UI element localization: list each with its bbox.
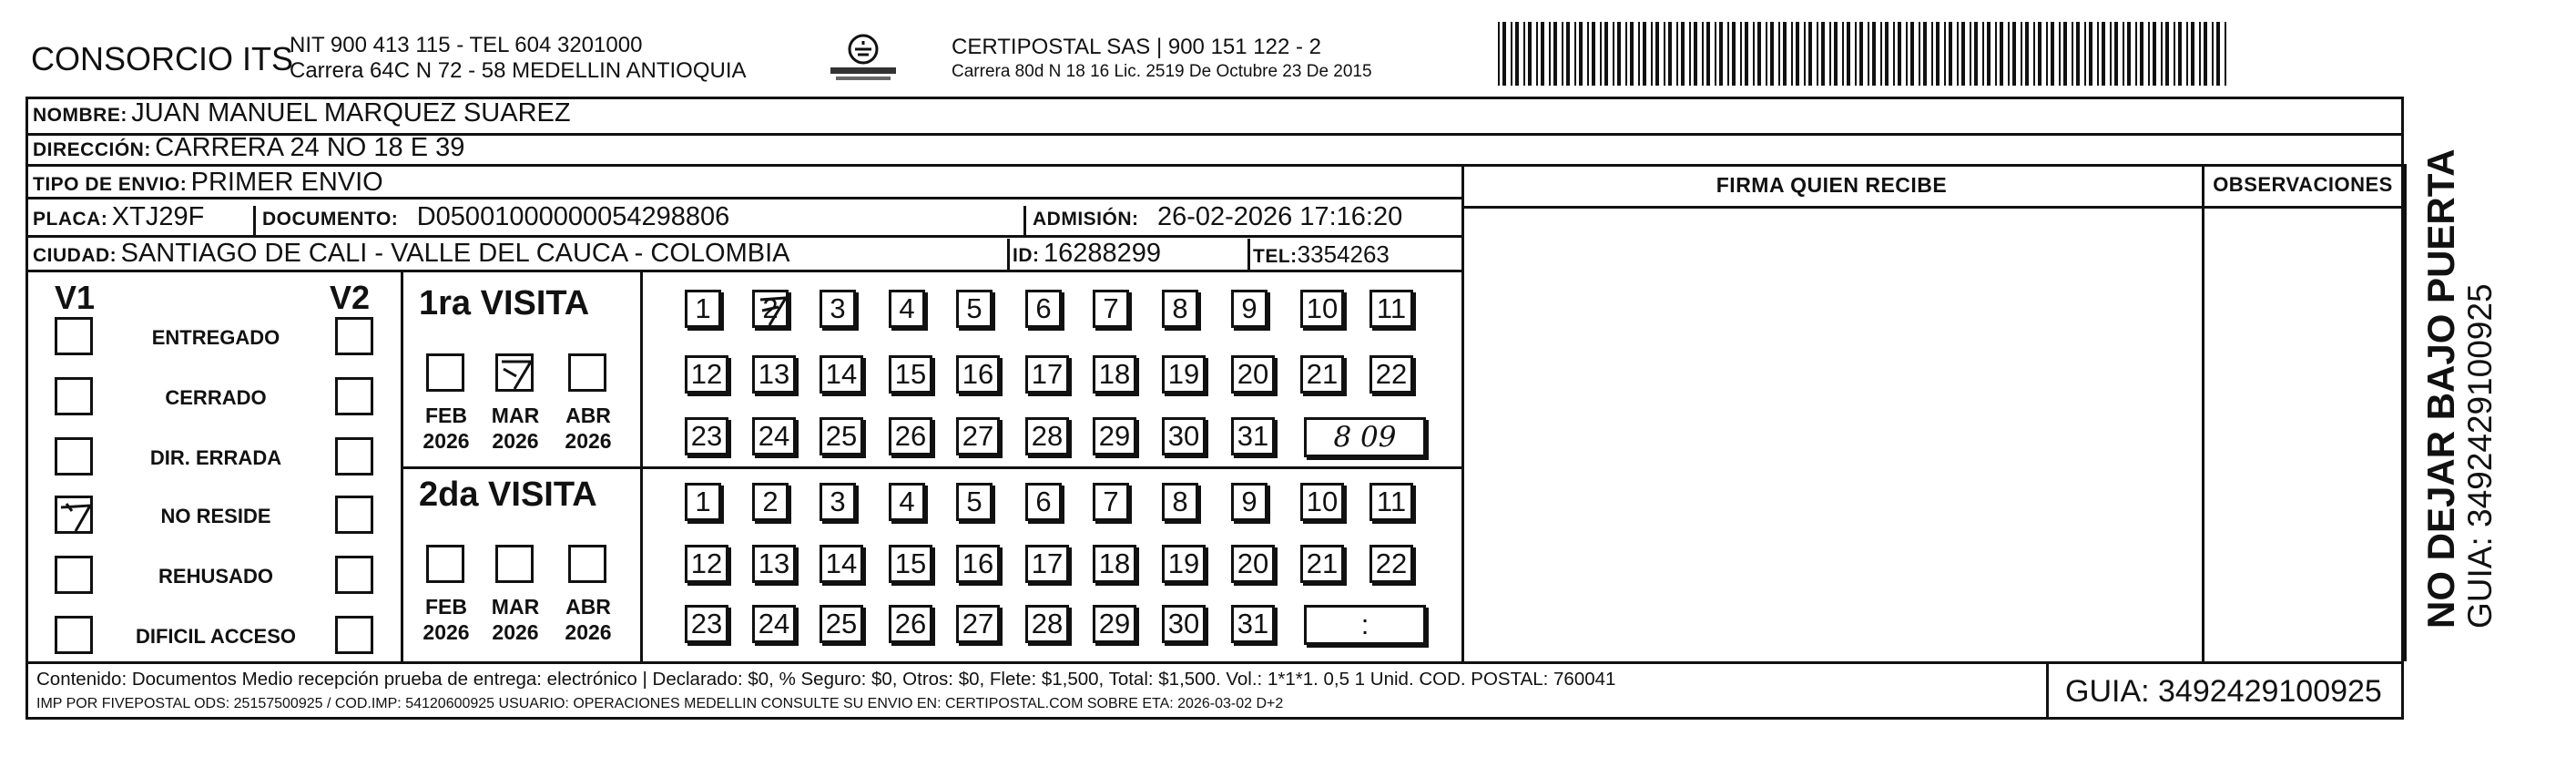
day-box[interactable] <box>1231 605 1275 643</box>
day-number: 31 <box>1237 608 1269 639</box>
footer-line-2: IMP POR FIVEPOSTAL ODS: 25157500925 / COD.IMP: 54120600925 USUARIO: OPERACIONES MEDELLIN CONSULTE SU ENVIO EN: CERTIPOSTAL.COM SOBRE ETA: 2026-03-02 D+2 <box>36 696 1284 711</box>
postal-line-2: Carrera 80d N 18 16 Lic. 2519 De Octubre 23 De 2015 <box>952 62 1372 81</box>
day-number: 31 <box>1237 420 1269 452</box>
day-number: 28 <box>1031 608 1064 639</box>
day-number: 25 <box>825 420 858 452</box>
day-box[interactable] <box>1162 290 1198 328</box>
footer-line-1: Contenido: Documentos Medio recepción prueba de entrega: electrónico | Declarado: $0, % Seguro: $0, Otros: $0, Flete: $1,500, Total: $1,500. Vol.: 1*1*1. 0,5 1 Unid. COD. POSTAL: 760041 <box>36 669 1616 690</box>
tipo-row <box>33 168 383 198</box>
day-number: 27 <box>962 420 994 452</box>
day-box[interactable] <box>1093 355 1136 394</box>
day-box[interactable] <box>1025 355 1069 394</box>
v2-checkbox[interactable] <box>335 377 373 415</box>
v2-checkbox[interactable] <box>335 496 373 534</box>
day-number: 2 <box>762 486 779 517</box>
day-number: 3 <box>830 486 846 517</box>
day-number: 30 <box>1167 608 1200 639</box>
day-number: 11 <box>1376 486 1407 517</box>
ciudad-cell <box>33 239 789 269</box>
v2-checkbox[interactable] <box>335 317 373 355</box>
day-number: 1 <box>695 292 711 324</box>
month-year: 2026 <box>565 429 612 453</box>
placa-label: PLACA: <box>33 209 108 230</box>
company-name: CONSORCIO ITS <box>31 40 294 77</box>
month-year: 2026 <box>423 429 470 453</box>
day-box[interactable] <box>889 545 932 583</box>
day-box[interactable] <box>1025 417 1069 455</box>
day-box[interactable] <box>1093 290 1129 328</box>
day-box[interactable] <box>820 483 856 521</box>
day-number: 13 <box>758 358 790 390</box>
day-box[interactable] <box>1231 483 1268 521</box>
day-number: 17 <box>1031 547 1064 579</box>
reason-label: NO RESIDE <box>160 505 271 527</box>
day-box[interactable] <box>1369 483 1413 521</box>
day-number: 25 <box>825 608 858 639</box>
day-number: 19 <box>1167 358 1200 390</box>
day-number: 9 <box>1241 486 1257 517</box>
day-box[interactable] <box>1025 605 1069 643</box>
day-box[interactable] <box>889 290 925 328</box>
day-number: 4 <box>899 486 915 517</box>
day-number: 29 <box>1098 420 1131 452</box>
day-box[interactable] <box>956 355 1000 394</box>
day-box[interactable] <box>1162 605 1206 643</box>
day-number: 20 <box>1237 547 1269 579</box>
v1-checkbox[interactable] <box>55 437 93 476</box>
day-box[interactable] <box>1162 483 1198 521</box>
day-box[interactable] <box>1093 545 1136 583</box>
first-visit-title: 1ra VISITA <box>419 284 590 322</box>
company-line-1: NIT 900 413 115 - TEL 604 3201000 <box>290 33 643 57</box>
day-number: 18 <box>1098 358 1131 390</box>
day-number: 24 <box>758 420 790 452</box>
checkmark-icon <box>498 356 536 394</box>
day-box[interactable] <box>956 545 1000 583</box>
second-visit-title: 2da VISITA <box>419 476 597 514</box>
month-name: ABR <box>565 595 611 619</box>
day-mark-icon <box>755 292 795 338</box>
checkmark-icon <box>57 498 96 537</box>
day-number: 14 <box>825 358 858 390</box>
day-number: 14 <box>825 547 858 579</box>
side-title: NO DEJAR BAJO PUERTA <box>2419 148 2462 629</box>
v1-checkbox[interactable] <box>55 317 93 355</box>
day-box[interactable] <box>1300 545 1344 583</box>
day-number: 10 <box>1306 292 1339 324</box>
footer-guia: GUIA: 3492429100925 <box>2065 674 2382 709</box>
day-box[interactable] <box>752 605 796 643</box>
day-box[interactable] <box>752 545 796 583</box>
day-number: 13 <box>758 547 790 579</box>
month-checkbox[interactable] <box>568 353 606 392</box>
id-value: 16288299 <box>1043 239 1161 268</box>
first-visit-time: 8 09 <box>1333 421 1397 454</box>
day-number: 22 <box>1375 547 1408 579</box>
day-box[interactable] <box>956 417 1000 455</box>
day-box[interactable] <box>1162 355 1206 394</box>
tipo-label: TIPO DE ENVIO: <box>33 174 188 195</box>
day-number: 6 <box>1035 292 1052 324</box>
day-number: 30 <box>1167 420 1200 452</box>
time-box[interactable] <box>1304 605 1426 645</box>
side-guia: GUIA: 3492429100925 <box>2461 283 2499 629</box>
placa-cell <box>33 202 204 232</box>
day-number: 23 <box>690 608 723 639</box>
day-box[interactable] <box>1093 417 1136 455</box>
v1-checkbox[interactable] <box>55 556 93 594</box>
day-box[interactable] <box>685 545 728 583</box>
month-checkbox[interactable] <box>495 353 534 392</box>
day-number: 5 <box>966 486 983 517</box>
tel-cell <box>1253 240 1390 269</box>
month-year: 2026 <box>492 620 539 644</box>
observaciones-header: OBSERVACIONES <box>2213 173 2393 196</box>
reason-label: DIR. ERRADA <box>149 446 282 469</box>
day-number: 3 <box>830 292 846 324</box>
day-box[interactable] <box>1025 483 1062 521</box>
v2-checkbox[interactable] <box>335 437 373 476</box>
day-number: 26 <box>894 608 927 639</box>
time-separator: : <box>1360 608 1369 640</box>
day-number: 29 <box>1098 608 1131 639</box>
day-number: 6 <box>1035 486 1052 517</box>
documento-label: DOCUMENTO: <box>262 209 399 230</box>
placa-value: XTJ29F <box>111 202 205 231</box>
day-number: 4 <box>899 292 915 324</box>
month-checkbox[interactable] <box>495 545 534 583</box>
v2-label: V2 <box>330 279 371 316</box>
day-number: 16 <box>962 547 994 579</box>
reason-label: DIFICIL ACCESO <box>135 625 296 648</box>
month-year: 2026 <box>565 620 612 644</box>
day-number: 15 <box>894 547 927 579</box>
day-box[interactable] <box>1162 545 1206 583</box>
day-number: 12 <box>690 547 723 579</box>
day-box[interactable] <box>685 290 721 328</box>
v2-checkbox[interactable] <box>335 556 373 594</box>
reason-label: REHUSADO <box>158 565 273 588</box>
day-box[interactable] <box>820 355 863 394</box>
day-box[interactable] <box>1162 417 1206 455</box>
day-box[interactable] <box>820 290 856 328</box>
day-number: 17 <box>1031 358 1064 390</box>
day-box[interactable] <box>889 483 925 521</box>
month-name: ABR <box>565 404 611 427</box>
month-checkbox[interactable] <box>568 545 606 583</box>
month-name: MAR <box>491 404 540 427</box>
day-box[interactable] <box>685 605 728 643</box>
barcode <box>1498 22 2231 86</box>
documento-cell <box>262 202 729 232</box>
day-box[interactable] <box>1300 483 1344 521</box>
day-box[interactable] <box>1025 290 1062 328</box>
day-number: 12 <box>690 358 723 390</box>
ciudad-value: SANTIAGO DE CALI - VALLE DEL CAUCA - COLOMBIA <box>120 239 790 268</box>
reason-label: ENTREGADO <box>151 326 280 349</box>
id-cell <box>1013 239 1161 269</box>
day-box[interactable] <box>820 605 863 643</box>
day-number: 28 <box>1031 420 1064 452</box>
day-number: 2 <box>762 292 779 324</box>
day-box[interactable] <box>752 355 796 394</box>
day-number: 11 <box>1376 292 1407 324</box>
month-name: MAR <box>491 595 540 619</box>
day-box[interactable] <box>1231 417 1275 455</box>
direccion-value: CARRERA 24 NO 18 E 39 <box>155 133 465 162</box>
month-checkbox[interactable] <box>426 545 464 583</box>
day-number: 1 <box>695 486 711 517</box>
day-number: 5 <box>966 292 983 324</box>
v2-checkbox[interactable] <box>335 616 373 654</box>
v1-checkbox[interactable] <box>55 377 93 415</box>
v1-label: V1 <box>55 279 96 316</box>
day-number: 15 <box>894 358 927 390</box>
admision-cell <box>1033 202 1402 232</box>
day-number: 27 <box>962 608 994 639</box>
direccion-row <box>33 133 464 163</box>
day-box[interactable] <box>1369 290 1413 328</box>
day-box[interactable] <box>1369 355 1413 394</box>
day-number: 19 <box>1167 547 1200 579</box>
day-box[interactable] <box>889 355 932 394</box>
certipostal-logo-icon <box>827 31 900 86</box>
nombre-label: NOMBRE: <box>33 105 127 126</box>
day-number: 8 <box>1172 292 1188 324</box>
day-number: 21 <box>1306 358 1339 390</box>
day-box[interactable] <box>1231 290 1268 328</box>
v1-checkbox[interactable] <box>55 616 93 654</box>
day-number: 24 <box>758 608 790 639</box>
day-box[interactable] <box>820 545 863 583</box>
day-box[interactable] <box>1025 545 1069 583</box>
tel-label: TEL: <box>1253 246 1298 267</box>
side-vertical <box>2420 148 2499 629</box>
reason-label: CERRADO <box>165 386 267 409</box>
day-box[interactable] <box>752 483 789 521</box>
day-number: 16 <box>962 358 994 390</box>
day-number: 21 <box>1306 547 1339 579</box>
company-line-2: Carrera 64C N 72 - 58 MEDELLIN ANTIOQUIA <box>290 58 747 83</box>
day-box[interactable] <box>956 483 993 521</box>
day-box[interactable] <box>1300 290 1344 328</box>
day-box[interactable] <box>889 605 932 643</box>
day-box[interactable] <box>889 417 932 455</box>
day-box[interactable] <box>1231 355 1275 394</box>
day-number: 9 <box>1241 292 1257 324</box>
day-box[interactable] <box>685 483 721 521</box>
day-box[interactable] <box>752 417 796 455</box>
day-box[interactable] <box>685 355 728 394</box>
day-box[interactable] <box>752 290 789 328</box>
ciudad-label: CIUDAD: <box>33 245 117 266</box>
month-checkbox[interactable] <box>426 353 464 392</box>
day-number: 23 <box>690 420 723 452</box>
day-box[interactable] <box>956 605 1000 643</box>
time-box[interactable] <box>1304 417 1426 457</box>
day-box[interactable] <box>1093 605 1136 643</box>
day-number: 22 <box>1375 358 1408 390</box>
day-box[interactable] <box>1093 483 1129 521</box>
day-box[interactable] <box>685 417 728 455</box>
admision-label: ADMISIÓN: <box>1033 209 1139 230</box>
admision-value: 26-02-2026 17:16:20 <box>1156 202 1403 231</box>
nombre-row <box>33 98 571 128</box>
id-label: ID: <box>1013 245 1040 266</box>
firma-header: FIRMA QUIEN RECIBE <box>1716 173 1948 197</box>
day-number: 8 <box>1172 486 1188 517</box>
day-box[interactable] <box>820 417 863 455</box>
day-box[interactable] <box>1231 545 1275 583</box>
day-number: 10 <box>1306 486 1339 517</box>
direccion-label: DIRECCIÓN: <box>33 139 151 160</box>
day-number: 7 <box>1103 292 1119 324</box>
tipo-value: PRIMER ENVIO <box>190 168 383 197</box>
month-year: 2026 <box>423 620 470 644</box>
day-number: 18 <box>1098 547 1131 579</box>
v1-checkbox[interactable] <box>55 496 93 534</box>
postal-line-1: CERTIPOSTAL SAS | 900 151 122 - 2 <box>952 35 1321 59</box>
tel-value: 3354263 <box>1297 240 1390 268</box>
month-name: FEB <box>425 595 467 619</box>
day-box[interactable] <box>956 290 993 328</box>
certipostal-logo <box>827 31 900 86</box>
month-year: 2026 <box>492 429 539 453</box>
documento-value: D05001000000054298806 <box>416 202 730 231</box>
nombre-value: JUAN MANUEL MARQUEZ SUAREZ <box>131 98 571 128</box>
barcode-icon <box>1498 22 2231 86</box>
day-number: 20 <box>1237 358 1269 390</box>
day-box[interactable] <box>1369 545 1413 583</box>
day-number: 26 <box>894 420 927 452</box>
month-name: FEB <box>425 404 467 427</box>
day-number: 7 <box>1103 486 1119 517</box>
day-box[interactable] <box>1300 355 1344 394</box>
